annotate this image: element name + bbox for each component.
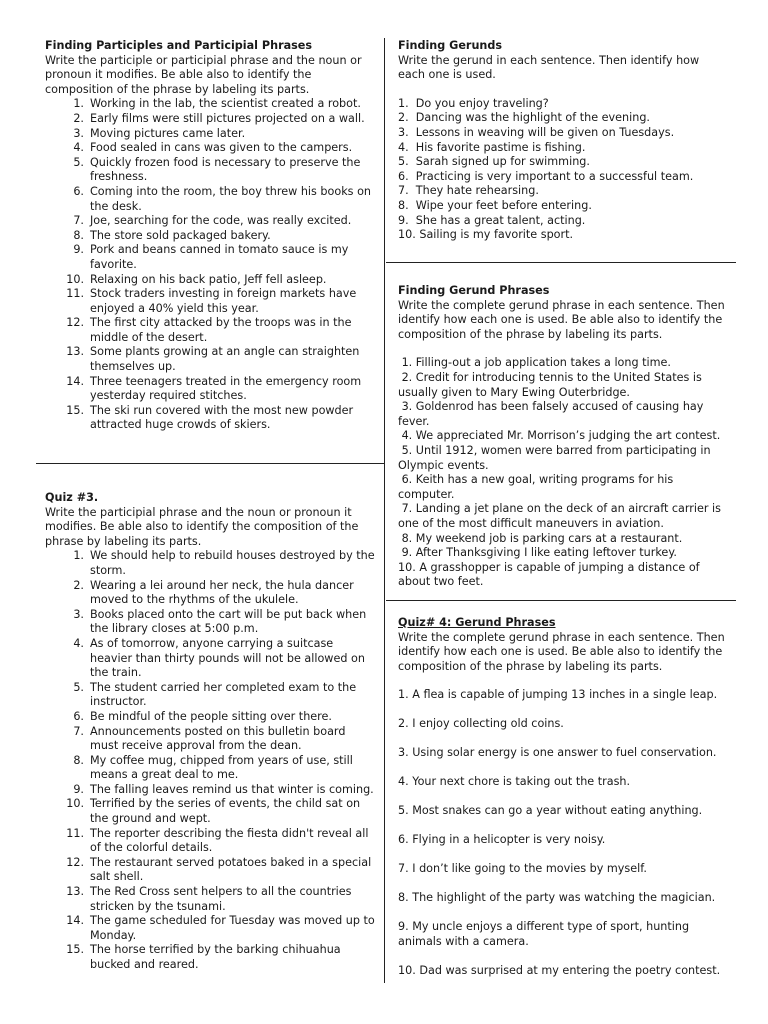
list-item: [45, 943, 375, 972]
list-item: 1. Do you enjoy traveling?: [398, 96, 549, 110]
item-text: The first city attacked by the troops was in the middle of the desert.: [90, 316, 352, 344]
item-number: 8.: [73, 228, 84, 242]
left-section-divider: [36, 463, 384, 464]
list-item: [45, 725, 375, 754]
list-item: 1. Filling-out a job application takes a long time.: [398, 356, 671, 370]
item-number: 15.: [66, 403, 84, 417]
list-item: [45, 914, 375, 943]
list-item: 6. Keith has a new goal, writing programs for his computer.: [398, 473, 677, 501]
list-item: [45, 156, 375, 185]
item-text: As of tomorrow, anyone carrying a suitcase heavier than thirty pounds will not be allowed on the train.: [90, 636, 365, 680]
list-item: [45, 549, 375, 578]
item-number: 11.: [66, 826, 84, 840]
quiz3-section: [45, 491, 375, 973]
item-text: We should help to rebuild houses destroyed by the storm.: [90, 549, 375, 577]
section-instructions: Write the complete gerund phrase in each sentence. Then identify how each one is used. Be able also to identify the composition of the phrase by labeling its parts.: [398, 298, 725, 341]
list-item: [45, 214, 375, 229]
section-title: Finding Gerund Phrases: [398, 284, 550, 297]
list-item: 4. We appreciated Mr. Morrison’s judging the art contest.: [398, 429, 721, 443]
item-number: 10.: [66, 272, 84, 286]
item-text: Stock traders investing in foreign markets have enjoyed a 40% yield this year.: [90, 287, 357, 315]
item-number: 3.: [73, 607, 84, 621]
item-number: 5.: [73, 155, 84, 169]
item-number: 6.: [73, 709, 84, 723]
item-text: Books placed onto the cart will be put back when the library closes at 5:00 p.m.: [90, 607, 367, 636]
item-text: The restaurant served potatoes baked in a special salt shell.: [90, 855, 372, 884]
gerund-phrases-section: [398, 284, 731, 590]
section-title: Finding Gerunds: [398, 39, 503, 52]
exercise-list: [398, 356, 731, 590]
item-number: 10.: [66, 797, 84, 811]
list-item: 3. Using solar energy is one answer to fuel conservation.: [398, 746, 717, 760]
item-text: Terrified by the series of events, the child sat on the ground and wept.: [90, 797, 361, 826]
item-number: 4.: [73, 141, 84, 155]
participles-section: [45, 39, 375, 433]
exercise-list: [45, 549, 375, 972]
item-number: 14.: [66, 374, 84, 388]
item-text: Pork and beans canned in tomato sauce is my favorite.: [90, 243, 349, 271]
item-text: Relaxing on his back patio, Jeff fell asleep.: [90, 272, 327, 286]
list-item: [45, 185, 375, 214]
item-text: Moving pictures came later.: [90, 126, 246, 140]
list-item: 7. I don’t like going to the movies by myself.: [398, 862, 647, 876]
list-item: 4. His favorite pastime is fishing.: [398, 140, 586, 154]
item-number: 1.: [73, 549, 84, 563]
item-number: 7.: [73, 724, 84, 738]
item-number: 2.: [73, 111, 84, 125]
quiz4-section: [398, 616, 731, 978]
item-text: Some plants growing at an angle can straighten themselves up.: [90, 345, 360, 374]
gerunds-section: [398, 39, 728, 243]
list-item: [45, 783, 375, 798]
item-number: 3.: [73, 126, 84, 140]
list-item: [45, 579, 375, 608]
item-number: 4.: [73, 636, 84, 650]
list-item: 1. A flea is capable of jumping 13 inches in a single leap.: [398, 688, 718, 702]
item-text: Announcements posted on this bulletin board must receive approval from the dean.: [90, 724, 346, 753]
list-item: 4. Your next chore is taking out the trash.: [398, 775, 631, 789]
list-item: 5. Sarah signed up for swimming.: [398, 155, 590, 169]
list-item: [45, 404, 375, 433]
list-item: [45, 112, 375, 127]
list-item: 7. They hate rehearsing.: [398, 184, 539, 198]
exercise-list: [398, 97, 728, 243]
list-item: [45, 797, 375, 826]
right-section-divider-1: [386, 262, 736, 263]
item-text: Working in the lab, the scientist created a robot.: [90, 97, 361, 111]
section-instructions: Write the participle or participial phrase and the noun or pronoun it modifies. Be able also to identify the composition of the phrase by labeling its parts.: [45, 53, 362, 96]
list-item: 2. Credit for introducing tennis to the United States is usually given to Mary Ewing Outerbridge.: [398, 370, 706, 399]
item-text: The game scheduled for Tuesday was moved up to Monday.: [90, 914, 375, 942]
list-item: [45, 608, 375, 637]
list-item: [45, 141, 375, 156]
section-title: Finding Participles and Participial Phrases: [45, 39, 313, 52]
item-number: 12.: [66, 855, 84, 869]
list-item: 6. Practicing is very important to a successful team.: [398, 169, 694, 183]
list-item: 3. Lessons in weaving will be given on Tuesdays.: [398, 125, 675, 139]
list-item: 8. The highlight of the party was watching the magician.: [398, 891, 716, 905]
item-number: 13.: [66, 345, 84, 359]
item-number: 1.: [73, 97, 84, 111]
list-item: 2. Dancing was the highlight of the evening.: [398, 111, 650, 125]
list-item: 9. After Thanksgiving I like eating leftover turkey.: [398, 546, 677, 560]
item-text: Coming into the room, the boy threw his books on the desk.: [90, 184, 371, 213]
item-number: 6.: [73, 184, 84, 198]
list-item: [45, 681, 375, 710]
item-text: The store sold packaged bakery.: [90, 228, 271, 242]
section-title: Quiz# 4: Gerund Phrases: [398, 616, 556, 629]
exercise-list: [398, 688, 731, 978]
list-item: [45, 375, 375, 404]
list-item: [45, 827, 375, 856]
item-text: The ski run covered with the most new powder attracted huge crowds of skiers.: [90, 403, 354, 432]
list-item: [45, 97, 375, 112]
right-section-divider-2: [386, 600, 736, 601]
list-item: 5. Most snakes can go a year without eating anything.: [398, 804, 703, 818]
item-number: 14.: [66, 914, 84, 928]
section-instructions: Write the participial phrase and the noun or pronoun it modifies. Be able also to identify the composition of the phrase by labeling its parts.: [45, 505, 359, 548]
item-text: The Red Cross sent helpers to all the countries stricken by the tsunami.: [90, 885, 352, 913]
item-text: My coffee mug, chipped from years of use, still means a great deal to me.: [90, 753, 353, 782]
list-item: [45, 273, 375, 288]
list-item: 9. She has a great talent, acting.: [398, 213, 586, 227]
item-number: 9.: [73, 782, 84, 796]
section-instructions: Write the complete gerund phrase in each sentence. Then identify how each one is used. Be able also to identify the composition of the phrase by labeling its parts.: [398, 630, 725, 673]
item-number: 15.: [66, 943, 84, 957]
item-text: The falling leaves remind us that winter is coming.: [90, 782, 374, 796]
item-text: Wearing a lei around her neck, the hula dancer moved to the rhythms of the ukulele.: [90, 578, 354, 607]
item-number: 13.: [66, 885, 84, 899]
list-item: 9. My uncle enjoys a different type of sport, hunting animals with a camera.: [398, 920, 693, 948]
list-item: 7. Landing a jet plane on the deck of an aircraft carrier is one of the most difficult maneuvers in aviation.: [398, 502, 725, 530]
item-text: The student carried her completed exam to the instructor.: [90, 680, 357, 709]
item-number: 8.: [73, 753, 84, 767]
list-item: 10. Dad was surprised at my entering the poetry contest.: [398, 963, 721, 977]
list-item: [45, 885, 375, 914]
item-text: The horse terrified by the barking chihuahua bucked and reared.: [90, 943, 341, 971]
item-text: Be mindful of the people sitting over there.: [90, 709, 332, 723]
list-item: [45, 345, 375, 374]
list-item: [45, 229, 375, 244]
list-item: 5. Until 1912, women were barred from participating in Olympic events.: [398, 443, 715, 472]
item-number: 2.: [73, 578, 84, 592]
item-text: The reporter describing the fiesta didn't reveal all of the colorful details.: [90, 826, 369, 855]
section-instructions: Write the gerund in each sentence. Then identify how each one is used.: [398, 53, 700, 82]
item-number: 9.: [73, 243, 84, 257]
item-number: 7.: [73, 214, 84, 228]
list-item: [45, 710, 375, 725]
column-divider: [384, 38, 385, 983]
list-item: 8. Wipe your feet before entering.: [398, 198, 592, 212]
list-item: 3. Goldenrod has been falsely accused of causing hay fever.: [398, 400, 707, 428]
list-item: [45, 637, 375, 681]
item-text: Food sealed in cans was given to the campers.: [90, 141, 353, 155]
item-text: Early films were still pictures projected on a wall.: [90, 111, 365, 125]
item-text: Joe, searching for the code, was really excited.: [90, 214, 352, 228]
list-item: 2. I enjoy collecting old coins.: [398, 717, 564, 731]
item-number: 12.: [66, 316, 84, 330]
list-item: [45, 243, 375, 272]
list-item: 8. My weekend job is parking cars at a restaurant.: [398, 531, 683, 545]
list-item: 10. Sailing is my favorite sport.: [398, 228, 574, 242]
section-title: Quiz #3.: [45, 491, 99, 504]
item-text: Three teenagers treated in the emergency room yesterday required stitches.: [90, 374, 362, 403]
list-item: [45, 856, 375, 885]
list-item: [45, 127, 375, 142]
list-item: [45, 316, 375, 345]
item-number: 11.: [66, 287, 84, 301]
list-item: [45, 287, 375, 316]
exercise-list: [45, 97, 375, 433]
item-number: 5.: [73, 680, 84, 694]
list-item: 6. Flying in a helicopter is very noisy.: [398, 833, 606, 847]
list-item: 10. A grasshopper is capable of jumping a distance of about two feet.: [398, 560, 704, 589]
item-text: Quickly frozen food is necessary to preserve the freshness.: [90, 155, 361, 184]
list-item: [45, 754, 375, 783]
